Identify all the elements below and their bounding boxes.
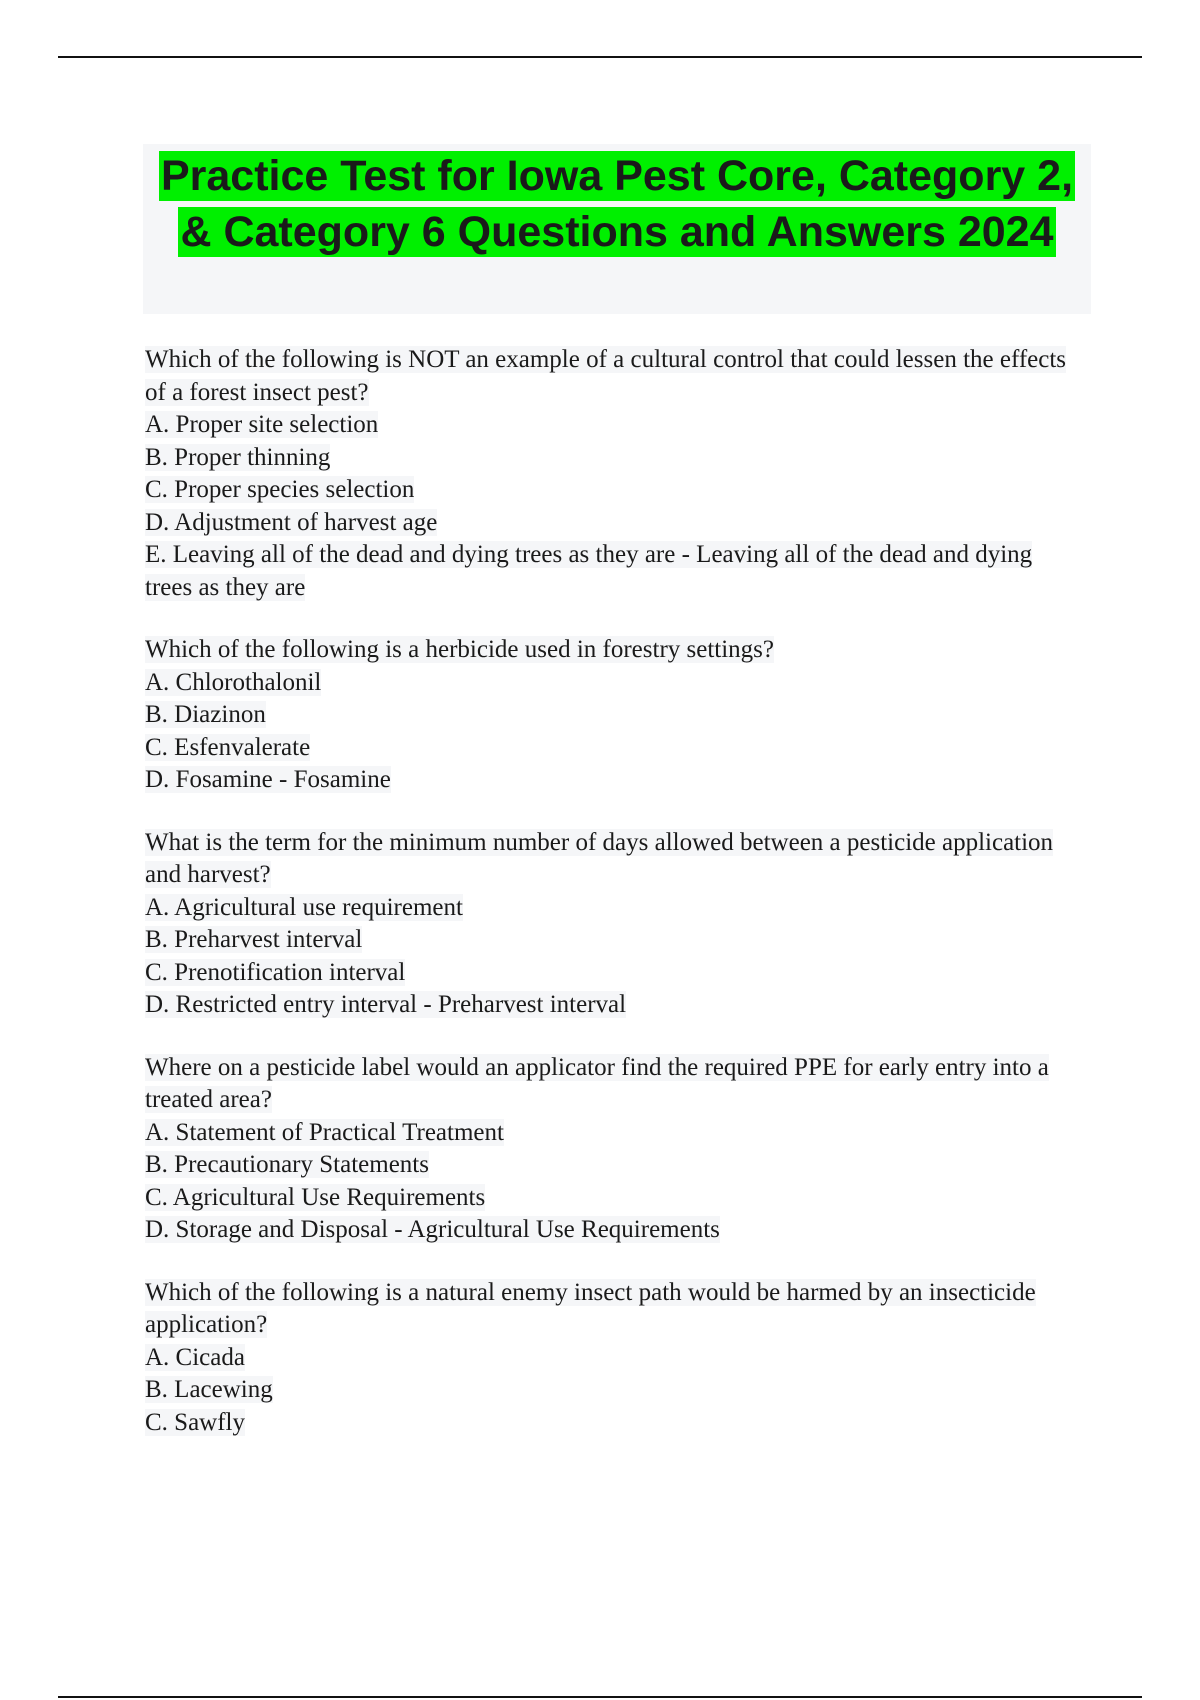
answer-option: A. Agricultural use requirement <box>145 893 463 921</box>
answer-option: B. Precautionary Statements <box>145 1151 429 1178</box>
answer-option: C. Prenotification interval <box>145 958 406 986</box>
question-text: Which of the following is a natural enemy insect path would be harmed by an insecticide application? <box>145 1278 1036 1338</box>
answer-option: B. Diazinon <box>145 701 266 728</box>
answer-option: D. Fosamine - Fosamine <box>145 766 391 793</box>
answer-option: C. Proper species selection <box>145 476 415 503</box>
title-block <box>143 144 1091 314</box>
answer-option: C. Esfenvalerate <box>145 733 311 761</box>
question-block <box>145 1277 1085 1440</box>
answer-option: C. Sawfly <box>145 1408 245 1436</box>
answer-option: A. Statement of Practical Treatment <box>145 1118 504 1146</box>
question-block <box>145 827 1085 1022</box>
answer-option: D. Restricted entry interval - Preharvest interval <box>145 991 627 1018</box>
answer-option: A. Chlorothalonil <box>145 668 322 696</box>
question-text: Where on a pesticide label would an applicator find the required PPE for early entry into a treated area? <box>145 1053 1049 1113</box>
answer-option: E. Leaving all of the dead and dying trees as they are - Leaving all of the dead and dying trees as they are <box>145 541 1033 601</box>
answer-option: B. Preharvest interval <box>145 926 363 953</box>
question-text: Which of the following is a herbicide used in forestry settings? <box>145 636 775 663</box>
question-block <box>145 634 1085 797</box>
document-title <box>143 148 1091 260</box>
answer-option: D. Adjustment of harvest age <box>145 508 438 536</box>
answer-option: C. Agricultural Use Requirements <box>145 1183 486 1211</box>
document-title-text: Practice Test for Iowa Pest Core, Category 2, & Category 6 Questions and Answers 2024 <box>160 152 1074 256</box>
answer-option: D. Storage and Disposal - Agricultural Use Requirements <box>145 1216 720 1243</box>
answer-option: B. Lacewing <box>145 1376 273 1403</box>
question-text: Which of the following is NOT an example of a cultural control that could lessen the effects of a forest insect pest? <box>145 346 1067 406</box>
question-block <box>145 344 1085 604</box>
answer-option: B. Proper thinning <box>145 443 331 471</box>
answer-option: A. Cicada <box>145 1343 245 1371</box>
question-text: What is the term for the minimum number of days allowed between a pesticide application and harvest? <box>145 828 1054 888</box>
top-divider <box>58 56 1142 58</box>
bottom-divider <box>58 1696 1142 1698</box>
answer-option: A. Proper site selection <box>145 411 379 438</box>
question-block <box>145 1052 1085 1247</box>
question-list <box>145 344 1085 1469</box>
